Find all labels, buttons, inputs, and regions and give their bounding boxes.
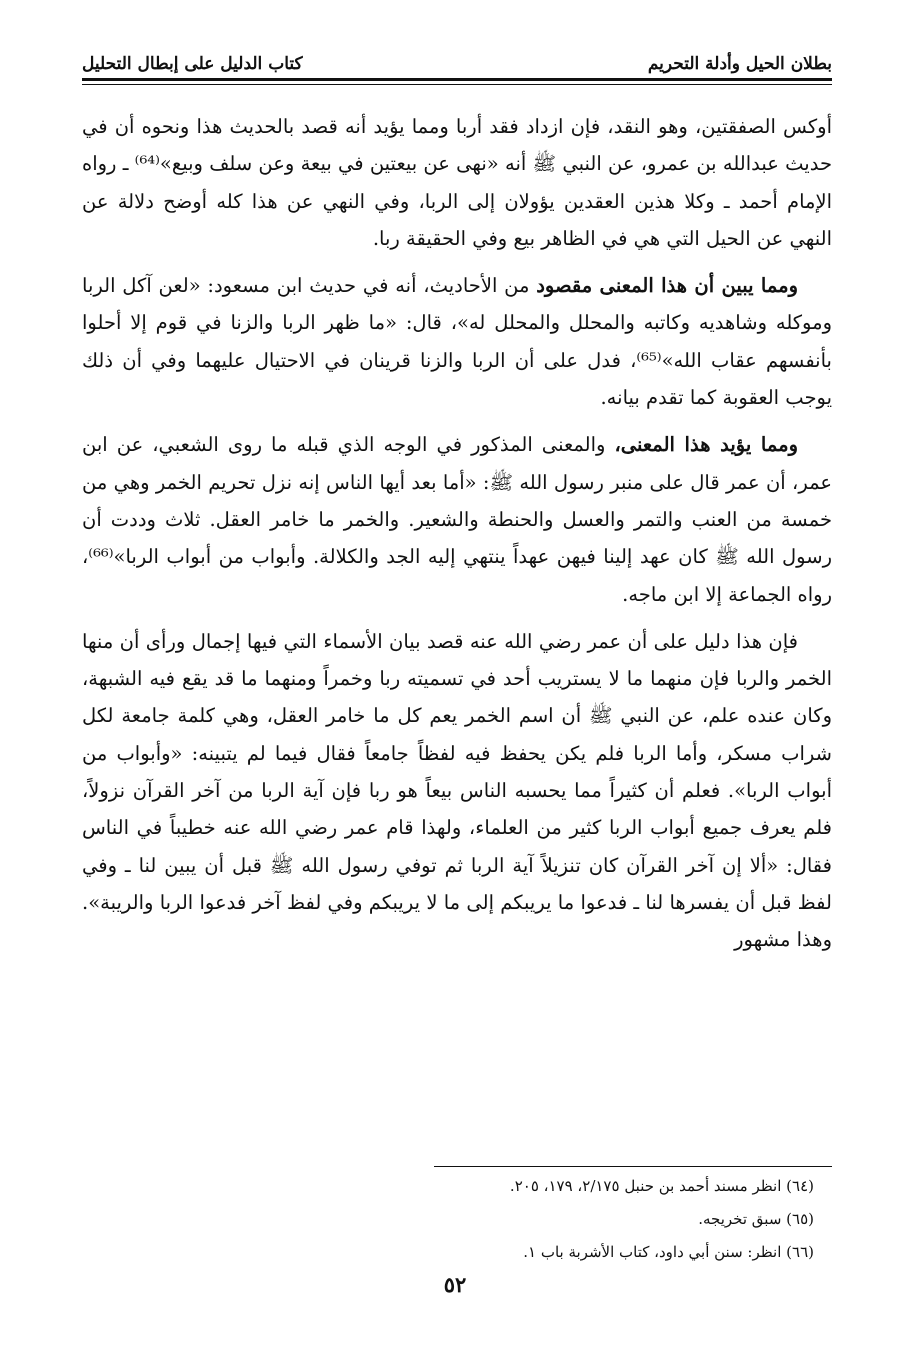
paragraph-3-lead: ومما يؤيد هذا المعنى، [614, 433, 799, 457]
main-text [82, 108, 832, 969]
page-number: ٥٢ [443, 1272, 467, 1297]
footnote-66: (٦٦) انظر: سنن أبي داود، كتاب الأشربة باب ١. [523, 1243, 814, 1261]
header-rule-thick [82, 78, 832, 81]
footnote-64: (٦٤) انظر مسند أحمد بن حنبل ٢/١٧٥، ١٧٩، ٢٠٥. [509, 1177, 814, 1195]
paragraph-2-lead: ومما يبين أن هذا المعنى مقصود [536, 274, 798, 298]
footnote-separator [434, 1166, 832, 1167]
paragraph-2-text: من الأحاديث، أنه في حديث ابن مسعود: «لعن آكل الربا وموكله وشاهديه وكاتبه والمحلل والمحلل له»، قال: «ما ظهر الربا والزنا في قوم إلا أحلوا بأنفسهم عقاب الله»⁽⁶⁵⁾، فدل على أن الربا والزنا قرينان في الاحتيال عليهما وفي أن ذلك يوجب العقوبة كما تقدم بيانه. [82, 274, 832, 410]
paragraph-3 [82, 426, 832, 612]
paragraph-1 [82, 108, 832, 257]
running-header [82, 44, 832, 74]
paragraph-1-text: أوكس الصفقتين، وهو النقد، فإن ازداد فقد أربا ومما يؤيد أنه قصد بالحديث هذا ونحوه أن في حديث عبدالله بن عمرو، عن النبي ﷺ أنه «نهى عن بيعتين في بيعة وعن سلف وبيع»⁽⁶⁴⁾ ـ رواه الإمام أحمد ـ وكلا هذين العقدين يؤولان إلى الربا، وفي النهي عن هذا كله أوضح دلالة عن النهي عن الحيل التي هي في الظاهر بيع وفي الحقيقة ربا. [82, 115, 833, 250]
footnote-65: (٦٥) سبق تخريجه. [698, 1210, 814, 1228]
paragraph-2 [82, 267, 832, 416]
header-book-section-title: بطلان الحيل وأدلة التحريم [647, 54, 832, 74]
paragraph-3-text: والمعنى المذكور في الوجه الذي قبله ما روى الشعبي، عن ابن عمر، أن عمر قال على منبر رسول الله ﷺ: «أما بعد أيها الناس إنه نزل تحريم الخمر وهي من خمسة من العنب والتمر والعسل والحنطة والشعير. والخمر ما خامر العقل. ثلاث وددت أن رسول الله ﷺ كان عهد إلينا فيهن عهداً ينتهي إليه الجد والكلالة. وأبواب من أبواب الربا»⁽⁶⁶⁾، رواه الجماعة إلا ابن ماجه. [82, 433, 832, 606]
paragraph-4-text: فإن هذا دليل على أن عمر رضي الله عنه قصد بيان الأسماء التي فيها إجمال ورأى أن منها الخمر والربا فإن منهما ما لا يستريب أحد في تسميته ربا وخمراً ومنهما ما قد يقع فيه الشبهة، وكان عنده علم، عن النبي ﷺ أن اسم الخمر يعم كل ما خامر العقل، وهي كلمة جامعة لكل شراب مسكر، وأما الربا فلم يكن يحفظ فيه لفظاً جامعاً فقال فيما لم يتبينه: «وأبواب من أبواب الربا». فعلم أن كثيراً مما يحسبه الناس بيعاً هو ربا فإن آية الربا من آخر القرآن نزولاً، فلم يعرف جميع أبواب الربا كثير من العلماء، ولهذا قام عمر رضي الله عنه خطيباً في الناس فقال: «ألا إن آخر القرآن كان تنزيلاً آية الربا ثم توفي رسول الله ﷺ قبل أن يبين لنا ـ وفي لفظ قبل أن يفسرها لنا ـ فدعوا ما يريبكم إلى ما لا يريبكم وفي لفظ آخر فدعوا الربا والريبة». وهذا مشهور [82, 629, 832, 952]
header-book-title: كتاب الدليل على إبطال التحليل [82, 54, 303, 74]
header-rule-thin [82, 84, 832, 85]
paragraph-4 [82, 623, 832, 959]
footnotes [82, 1170, 814, 1269]
